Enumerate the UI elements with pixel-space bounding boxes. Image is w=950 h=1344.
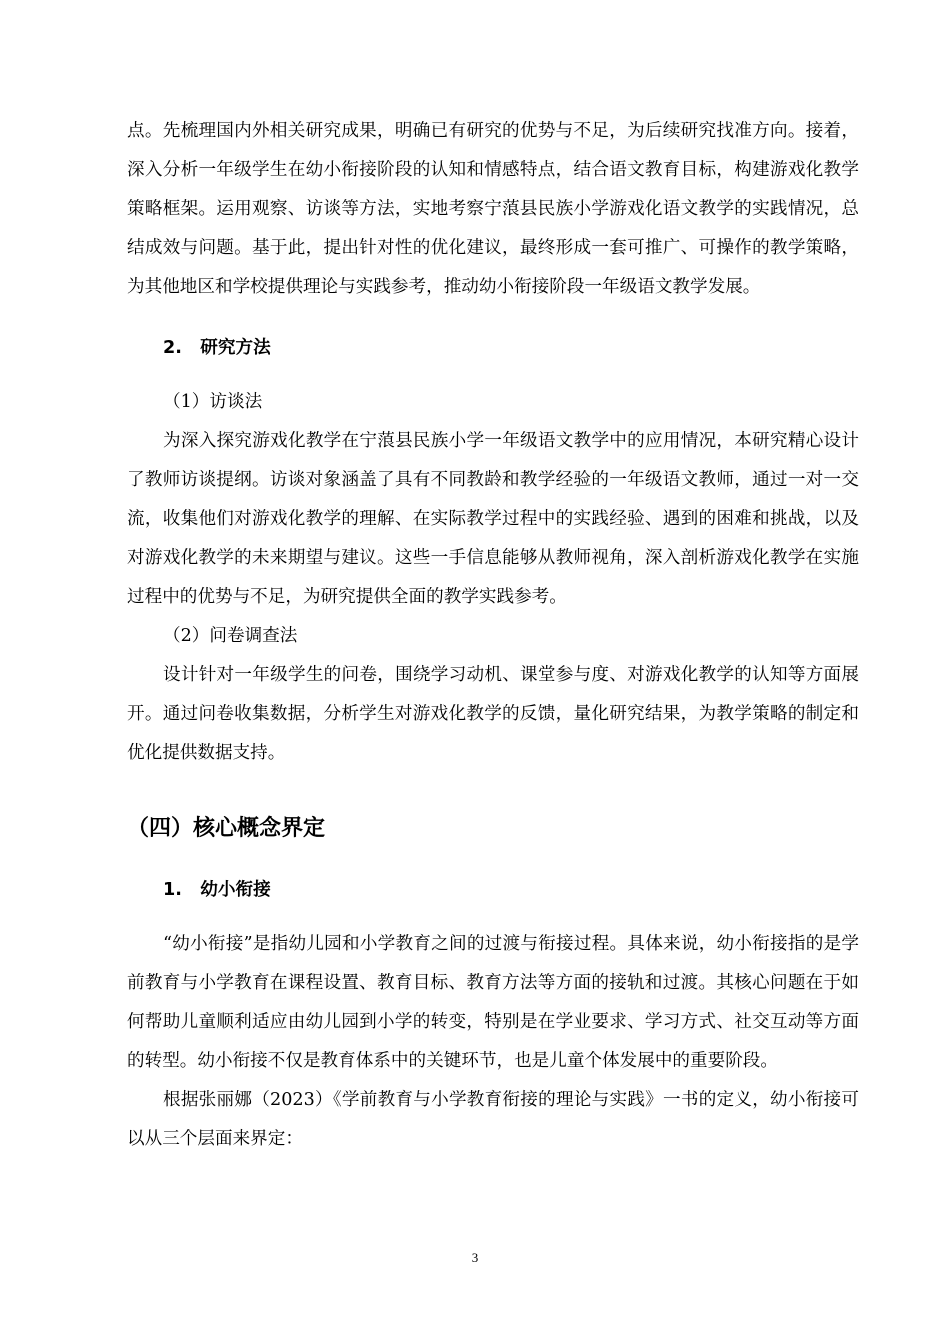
methods-heading: 2. 研究方法 xyxy=(163,338,271,358)
page-content xyxy=(127,112,859,1159)
spacer xyxy=(127,849,859,871)
questionnaire-label: （2）问卷调查法 xyxy=(163,626,298,646)
interview-paragraph: 为深入探究游戏化教学在宁蒗县民族小学一年级语文教学中的应用情况，本研究精心设计了教师访谈提纲。访谈对象涵盖了具有不同教龄和教学经验的一年级语文教师，通过一对一交流，收集他们对游戏化教学的理解、在实际教学过程中的实践经验、遇到的困难和挑战，以及对游戏化教学的未来期望与建议。这些一手信息能够从教师视角，深入剖析游戏化教学在实施过程中的优势与不足，为研究提供全面的教学实践参考。 xyxy=(127,431,859,607)
transition-paragraph-2: 根据张丽娜（2023）《学前教育与小学教育衔接的理论与实践》一书的定义，幼小衔接可以从三个层面来界定： xyxy=(127,1090,859,1149)
spacer xyxy=(127,910,859,925)
questionnaire-paragraph: 设计针对一年级学生的问卷，围绕学习动机、课堂参与度、对游戏化教学的认知等方面展开。通过问卷收集数据，分析学生对游戏化教学的反馈，量化研究结果，为教学策略的制定和优化提供数据支持。 xyxy=(127,665,859,763)
page-number: 3 xyxy=(471,1250,479,1265)
transition-paragraph-1: “幼小衔接”是指幼儿园和小学教育之间的过渡与衔接过程。具体来说，幼小衔接指的是学前教育与小学教育在课程设置、教育目标、教育方法等方面的接轨和过渡。其核心问题在于如何帮助儿童顺利适应由幼儿园到小学的转变，特别是在学业要求、学习方式、社交互动等方面的转型。幼小衔接不仅是教育体系中的关键环节，也是儿童个体发展中的重要阶段。 xyxy=(127,934,859,1071)
spacer xyxy=(127,773,859,809)
interview-label: （1）访谈法 xyxy=(163,392,263,412)
intro-paragraph: 点。先梳理国内外相关研究成果，明确已有研究的优势与不足，为后续研究找准方向。接着，深入分析一年级学生在幼小衔接阶段的认知和情感特点，结合语文教育目标，构建游戏化教学策略框架。运用观察、访谈等方法，实地考察宁蒗县民族小学游戏化语文教学的实践情况，总结成效与问题。基于此，提出针对性的优化建议，最终形成一套可推广、可操作的教学策略，为其他地区和学校提供理论与实践参考，推动幼小衔接阶段一年级语文教学发展。 xyxy=(127,121,859,297)
core-concepts-heading: （四）核心概念界定 xyxy=(127,816,326,841)
spacer xyxy=(127,368,859,383)
transition-heading: 1. 幼小衔接 xyxy=(163,880,271,900)
spacer xyxy=(127,307,859,329)
